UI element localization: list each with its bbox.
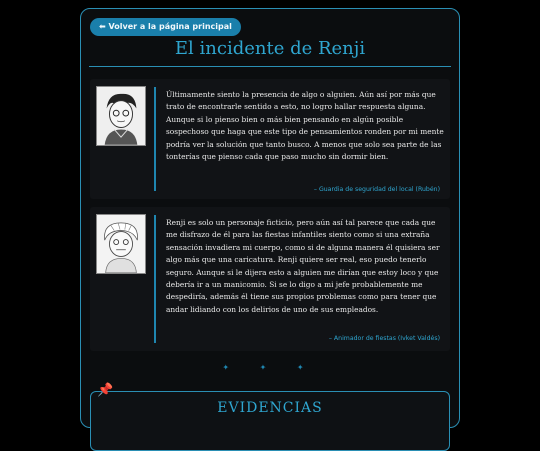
testimony-author: – Guardia de seguridad del local (Rubén) (313, 186, 440, 193)
testimony-card (90, 207, 450, 351)
section-divider-stars: ✦ ✦ ✦ (222, 363, 318, 372)
main-panel (80, 8, 460, 428)
testimony-text: Renji es solo un personaje ficticio, pero aún así tal parece que cada que me disfrazo de él para las fiestas infantiles siento como si una extraña sensación invadiera mi cuerpo, como si de alguna manera él quisiera ser algo más que una caricatura. Renji quiere ser real, eso puedo tenerlo seguro. Aunque si le dijera esto a alguien me dirían que estoy loco y que debería ir a un manicomio. Si se lo digo a mi jefe probablemente me despediría, además él tiene sus propios problemas como para tener que andar lidiando con los delirios de uno de sus empleados. (166, 218, 440, 314)
back-to-home-button[interactable]: ⬅ Volver a la página principal (90, 18, 241, 36)
evidence-title: EVIDENCIAS (217, 400, 323, 416)
testimony-card (90, 79, 450, 199)
entertainer-portrait-icon (97, 215, 145, 273)
pin-icon: 📌 (97, 383, 114, 398)
page-title: El incidente de Renji (174, 38, 366, 59)
quote-accent-bar (154, 215, 156, 343)
testimony-text: Últimamente siento la presencia de algo o alguien. Aún así por más que trato de encontrarle sentido a esto, no logro hallar respuesta alguna. Aunque si lo pienso bien o más bien pensando en algún posible sospechoso que haga que este tipo de pensamientos ronden por mi mente podría ver la solución que tanto busco. A menos que solo sea parte de las tonterías que pienso cada que paso mucho sin dormir bien. (166, 90, 444, 162)
testimony-author: – Animador de fiestas (Ivket Valdés) (328, 335, 440, 342)
title-divider (89, 66, 451, 67)
quote-accent-bar (154, 87, 156, 191)
guard-portrait-icon (97, 87, 145, 145)
avatar-entertainer-portrait (96, 214, 146, 274)
avatar-guard-portrait (96, 86, 146, 146)
